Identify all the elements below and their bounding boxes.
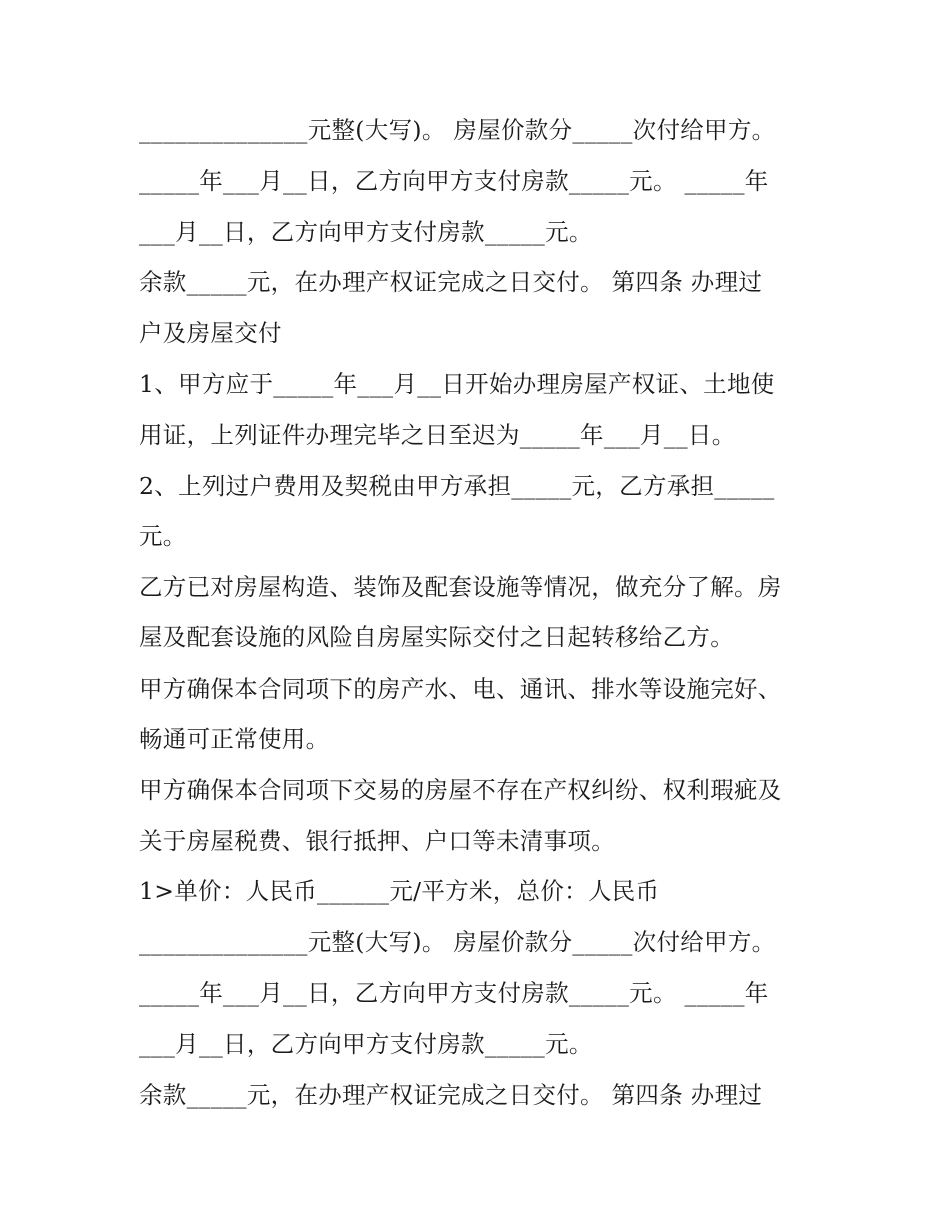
text-line: 户及房屋交付 (139, 319, 282, 347)
text-line: ___月__日，乙方向甲方支付房款_____元。 (139, 218, 593, 246)
text-line: _____年___月__日，乙方向甲方支付房款_____元。 _____年 (139, 167, 769, 195)
text-line: 余款_____元，在办理产权证完成之日交付。 第四条 办理过 (139, 1081, 763, 1109)
text-line: 用证，上列证件办理完毕之日至迟为_____年___月__日。 (139, 421, 736, 449)
text-line: 元。 (139, 522, 187, 550)
text-line: 甲方确保本合同项下交易的房屋不存在产权纠纷、权利瑕疵及 (139, 776, 782, 804)
text-line: 屋及配套设施的风险自房屋实际交付之日起转移给乙方。 (139, 623, 734, 651)
text-line: 乙方已对房屋构造、装饰及配套设施等情况，做充分了解。房 (139, 573, 782, 601)
text-line: 关于房屋税费、银行抵押、户口等未清事项。 (139, 827, 615, 855)
text-line: ___月__日，乙方向甲方支付房款_____元。 (139, 1030, 593, 1058)
text-line: _____年___月__日，乙方向甲方支付房款_____元。 _____年 (139, 979, 769, 1007)
text-line: ______________元整(大写)。 房屋价款分_____次付给甲方。 (139, 928, 776, 956)
text-line: 1>单价：人民币______元/平方米，总价：人民币 (139, 877, 660, 905)
text-line: 1、甲方应于_____年___月__日开始办理房屋产权证、土地使 (139, 370, 775, 398)
text-line: ______________元整(大写)。 房屋价款分_____次付给甲方。 (139, 116, 776, 144)
text-line: 2、上列过户费用及契税由甲方承担_____元，乙方承担_____ (139, 472, 775, 500)
text-line: 余款_____元，在办理产权证完成之日交付。 第四条 办理过 (139, 268, 763, 296)
text-line: 甲方确保本合同项下的房产水、电、通讯、排水等设施完好、 (139, 675, 782, 703)
text-line: 畅通可正常使用。 (139, 725, 330, 753)
